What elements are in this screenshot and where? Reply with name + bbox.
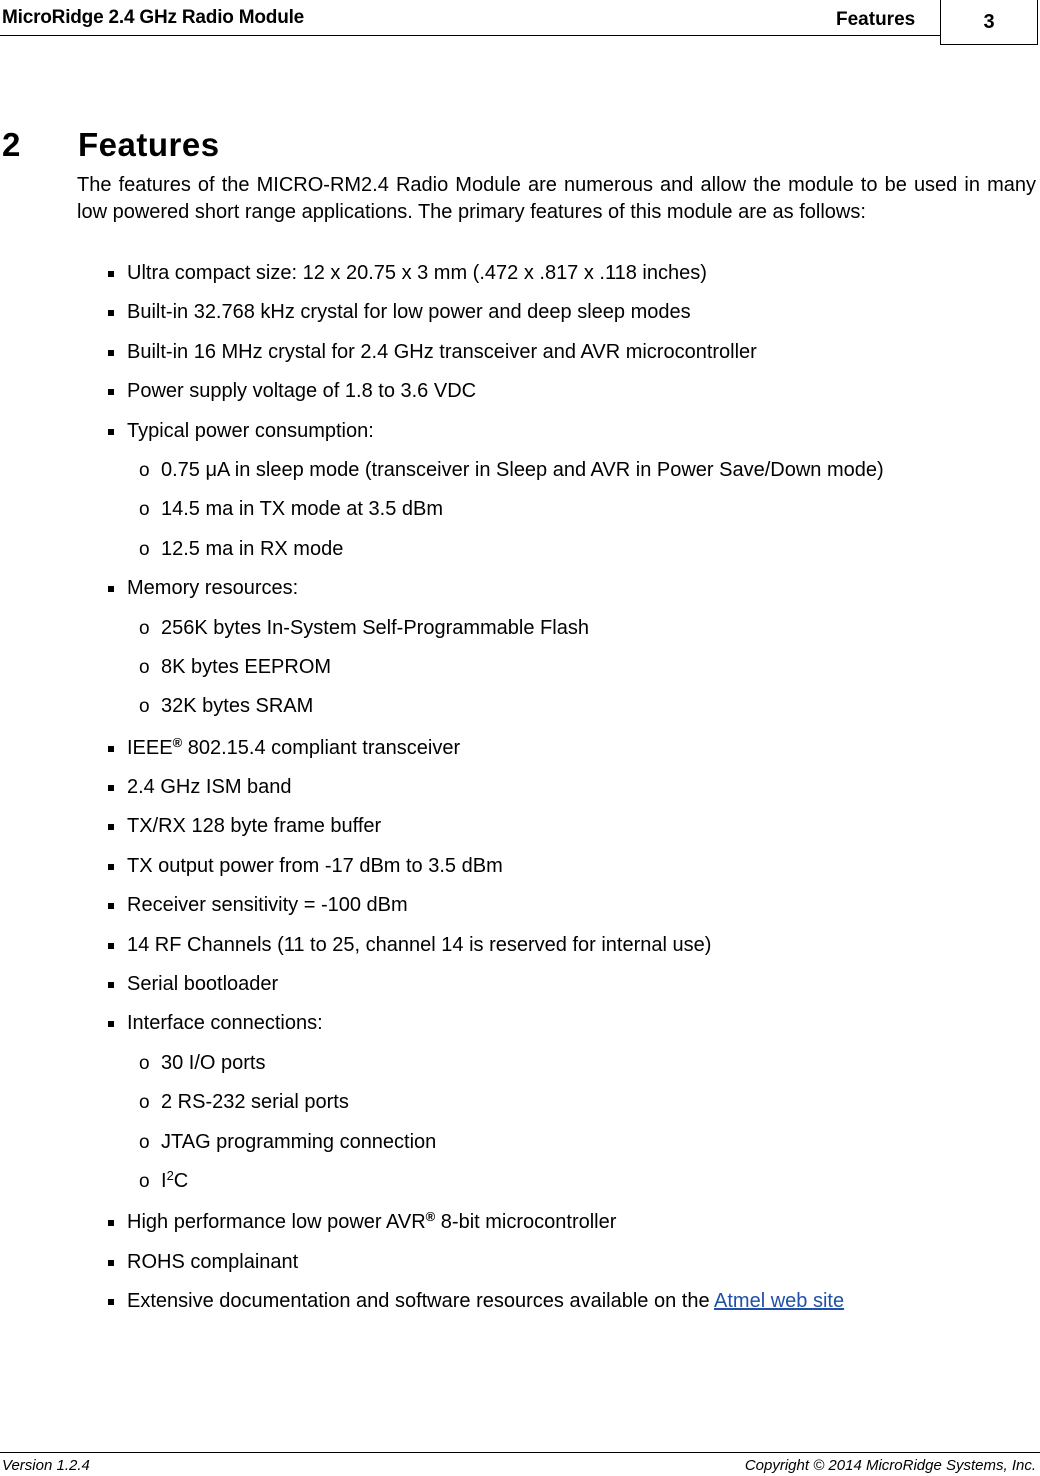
circle-bullet-icon: o [139, 1052, 150, 1074]
list-item: 2.4 GHz ISM band [0, 768, 1040, 807]
square-bullet-icon [108, 350, 114, 356]
section-heading [2, 126, 220, 164]
square-bullet-icon [108, 389, 114, 395]
registered-mark: ® [172, 734, 183, 750]
circle-bullet-icon: o [139, 459, 150, 481]
list-item: Receiver sensitivity = -100 dBm [0, 886, 1040, 925]
document-title: MicroRidge 2.4 GHz Radio Module [2, 7, 305, 28]
copyright-label: Copyright © 2014 MicroRidge Systems, Inc. [744, 1457, 1036, 1474]
circle-bullet-icon: o [139, 1170, 150, 1192]
list-item: Memory resources: [0, 569, 1040, 608]
square-bullet-icon [108, 1220, 114, 1226]
superscript: 2 [166, 1167, 174, 1183]
sub-list-item: o JTAG programming connection [0, 1123, 1040, 1162]
header-rule [0, 35, 940, 36]
circle-bullet-icon: o [139, 538, 150, 560]
circle-bullet-icon: o [139, 1131, 150, 1153]
list-item: Interface connections: [0, 1004, 1040, 1043]
list-item: Power supply voltage of 1.8 to 3.6 VDC [0, 372, 1040, 411]
circle-bullet-icon: o [139, 499, 150, 521]
square-bullet-icon [108, 824, 114, 830]
sub-list-item: o 0.75 μA in sleep mode (transceiver in Sleep and AVR in Power Save/Down mode) [0, 451, 1040, 490]
list-item: Serial bootloader [0, 965, 1040, 1004]
page-header [0, 0, 1040, 46]
square-bullet-icon [108, 746, 114, 752]
registered-mark: ® [425, 1209, 436, 1225]
list-item: Built-in 32.768 kHz crystal for low power and deep sleep modes [0, 293, 1040, 332]
sub-list-item: o 14.5 ma in TX mode at 3.5 dBm [0, 490, 1040, 529]
sub-list-item: o 256K bytes In-System Self-Programmable Flash [0, 609, 1040, 648]
list-item: High performance low power AVR® 8-bit microcontroller [0, 1203, 1040, 1242]
square-bullet-icon [108, 271, 114, 277]
circle-bullet-icon: o [139, 617, 150, 639]
square-bullet-icon [108, 982, 114, 988]
square-bullet-icon [108, 429, 114, 435]
sub-list-item: o 8K bytes EEPROM [0, 648, 1040, 687]
square-bullet-icon [108, 310, 114, 316]
intro-paragraph: The features of the MICRO-RM2.4 Radio Module are numerous and allow the module to be used in many low powered short range applications. The primary features of this module are as follows: [77, 174, 1036, 223]
section-number: 2 [2, 126, 21, 163]
circle-bullet-icon: o [139, 696, 150, 718]
square-bullet-icon [108, 1299, 114, 1305]
list-item: Ultra compact size: 12 x 20.75 x 3 mm (.472 x .817 x .118 inches) [0, 254, 1040, 293]
sub-list-item: o 12.5 ma in RX mode [0, 530, 1040, 569]
list-item: Extensive documentation and software resources available on the Atmel web site [0, 1282, 1040, 1321]
list-item: 14 RF Channels (11 to 25, channel 14 is reserved for internal use) [0, 926, 1040, 965]
version-label: Version 1.2.4 [2, 1457, 90, 1474]
list-item: TX/RX 128 byte frame buffer [0, 807, 1040, 846]
square-bullet-icon [108, 1260, 114, 1266]
sub-list-item: o 2 RS-232 serial ports [0, 1083, 1040, 1122]
section-title: Features [78, 126, 220, 163]
square-bullet-icon [108, 943, 114, 949]
square-bullet-icon [108, 785, 114, 791]
list-item: TX output power from -17 dBm to 3.5 dBm [0, 847, 1040, 886]
feature-list [0, 254, 1040, 1322]
circle-bullet-icon: o [139, 656, 150, 678]
list-item: IEEE® 802.15.4 compliant transceiver [0, 729, 1040, 768]
page-number: 3 [940, 0, 1038, 45]
circle-bullet-icon: o [139, 1092, 150, 1114]
square-bullet-icon [108, 586, 114, 592]
sub-list-item: o 32K bytes SRAM [0, 687, 1040, 726]
list-item: Built-in 16 MHz crystal for 2.4 GHz transceiver and AVR microcontroller [0, 333, 1040, 372]
list-item: Typical power consumption: [0, 412, 1040, 451]
list-item: ROHS complainant [0, 1243, 1040, 1282]
atmel-web-site-link[interactable]: Atmel web site [714, 1290, 845, 1313]
sub-list-item: o $I^2C$ [0, 1162, 1040, 1201]
header-section-name: Features [836, 9, 916, 30]
square-bullet-icon [108, 1021, 114, 1027]
square-bullet-icon [108, 903, 114, 909]
sub-list-item: o 30 I/O ports [0, 1044, 1040, 1083]
footer-rule [0, 1452, 1040, 1453]
square-bullet-icon [108, 864, 114, 870]
